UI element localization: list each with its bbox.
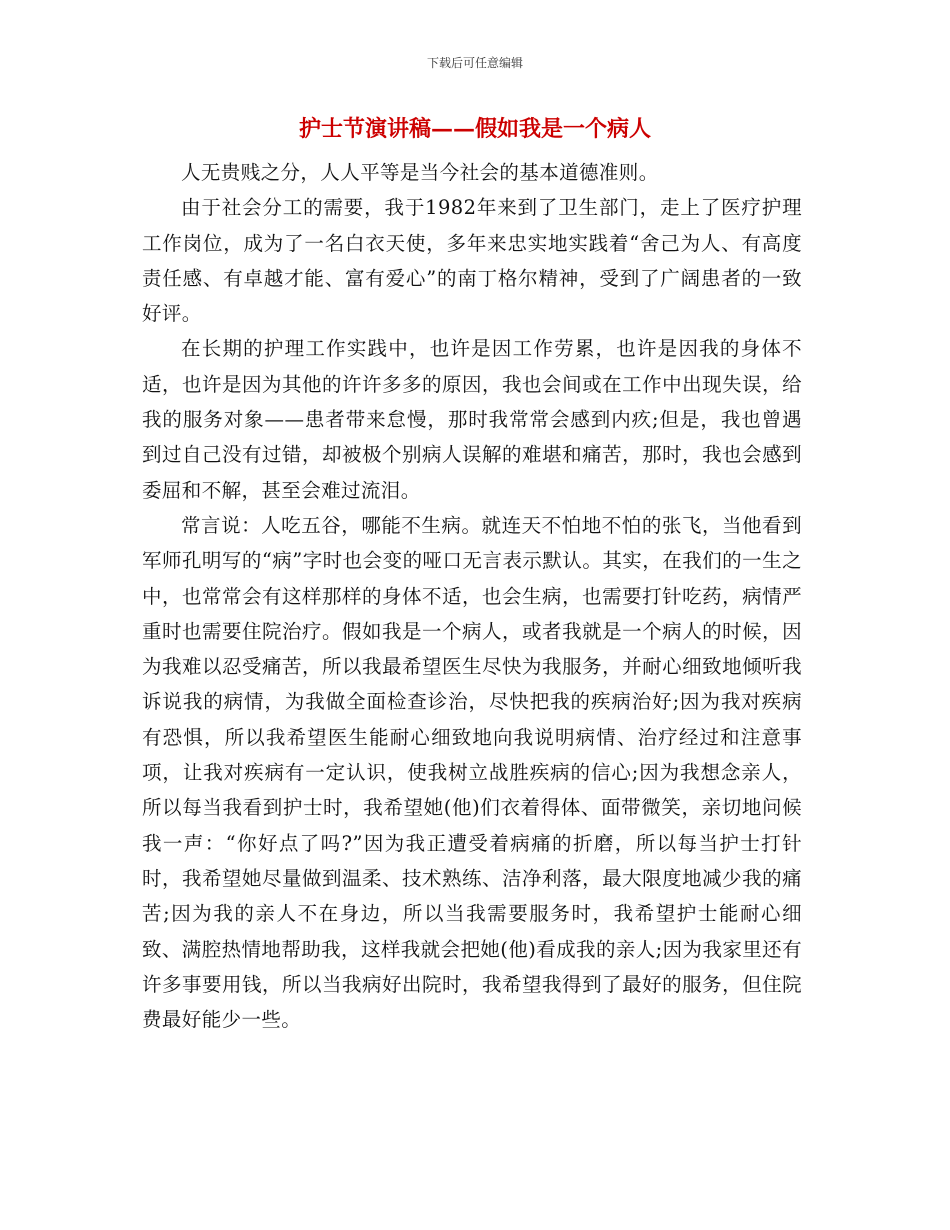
paragraph-4: 常言说：人吃五谷，哪能不生病。就连天不怕地不怕的张飞，当他看到军师孔明写的“病”字时也会变的哑口无言表示默认。其实，在我们的一生之中，也常常会有这样那样的身体不适，也会生病，也需要打针吃药，病情严重时也需要住院治疗。假如我是一个病人，或者我就是一个病人的时候，因为我难以忍受痛苦，所以我最希望医生尽快为我服务，并耐心细致地倾听我诉说我的病情，为我做全面检查诊治，尽快把我的疾病治好;因为我对疾病有恐惧，所以我希望医生能耐心细致地向我说明病情、治疗经过和注意事项，让我对疾病有一定认识，使我树立战胜疾病的信心;因为我想念亲人，所以每当我看到护士时，我希望她(他)们衣着得体、面带微笑，亲切地问候我一声：“你好点了吗?”因为我正遭受着病痛的折磨，所以每当护士打针时，我希望她尽量做到温柔、技术熟练、洁净利落，最大限度地减少我的痛苦;因为我的亲人不在身边，所以当我需要服务时，我希望护士能耐心细致、满腔热情地帮助我，这样我就会把她(他)看成我的亲人;因为我家里还有许多事要用钱，所以当我病好出院时，我希望我得到了最好的服务，但住院费最好能少一些。 [142,513,802,1032]
paragraph-1: 人无贵贱之分，人人平等是当今社会的基本道德准则。 [181,161,659,184]
paragraph-2: 由于社会分工的需要，我于1982年来到了卫生部门，走上了医疗护理工作岗位，成为了一名白衣天使，多年来忠实地实践着“舍己为人、有高度责任感、有卓越才能、富有爱心”的南丁格尔精神，受到了广阔患者的一致好评。 [142,196,802,326]
paragraph-3: 在长期的护理工作实践中，也许是因工作劳累，也许是因我的身体不适，也许是因为其他的许许多多的原因，我也会间或在工作中出现失误，给我的服务对象——患者带来怠慢，那时我常常会感到内疚;但是，我也曾遇到过自己没有过错，却被极个别病人误解的难堪和痛苦，那时，我也会感到委屈和不解，甚至会难过流泪。 [142,337,802,502]
header-note: 下载后可任意编辑 [426,56,523,70]
document-title: 护士节演讲稿——假如我是一个病人 [298,116,651,142]
document-body [142,155,802,1037]
